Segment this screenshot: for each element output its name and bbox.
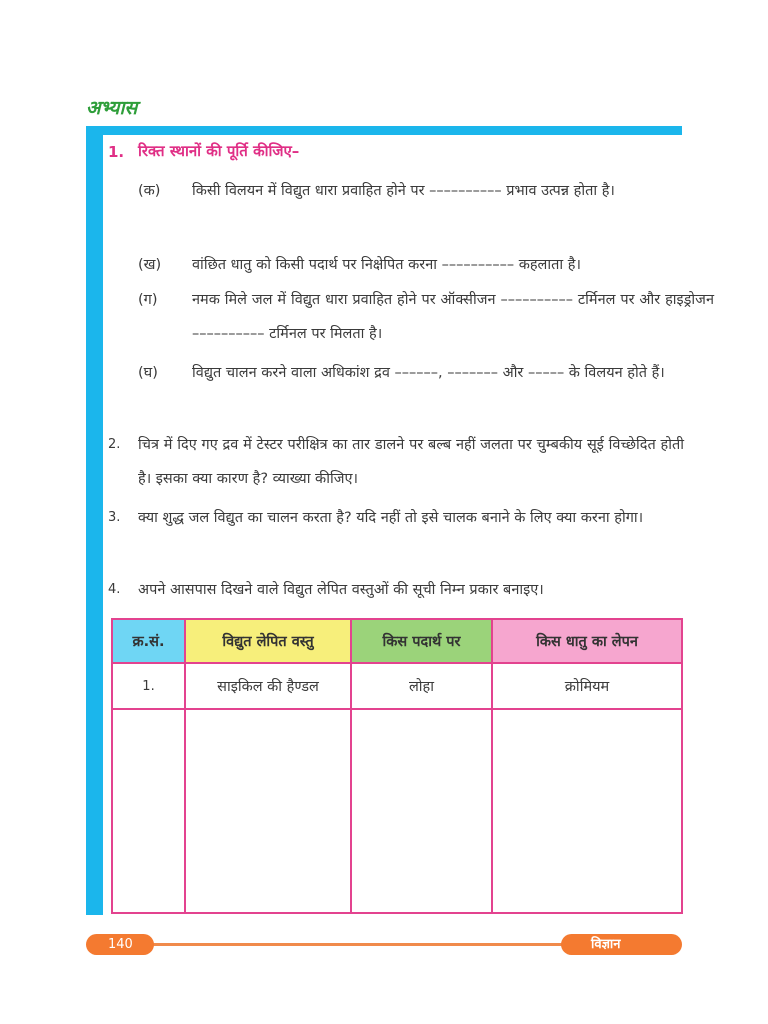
table-cell <box>351 709 492 913</box>
table-cell <box>185 709 351 913</box>
side-accent-bar <box>86 126 103 915</box>
top-accent-bar <box>86 126 682 135</box>
table-cell: 1. <box>112 663 185 709</box>
sub-question-label: (ग) <box>138 292 158 308</box>
table-row <box>112 663 682 709</box>
sub-question-text: किसी विलयन में विद्युत धारा प्रवाहित होने पर –––––––––– प्रभाव उत्पन्न होता है। <box>192 183 615 199</box>
footer-divider <box>140 943 576 946</box>
sub-question-label: (क) <box>138 183 161 199</box>
page-number: 140 <box>86 934 154 955</box>
table-cell <box>492 709 682 913</box>
table-cell: क्रोमियम <box>492 663 682 709</box>
question-number: 2. <box>108 437 121 452</box>
column-header-metal: किस धातु का लेपन <box>492 619 682 663</box>
column-header-object: विद्युत लेपित वस्तु <box>185 619 351 663</box>
sub-question-label: (घ) <box>138 365 158 381</box>
subject-label: विज्ञान <box>561 934 682 955</box>
table-cell: लोहा <box>351 663 492 709</box>
table-cell: साइकिल की हैण्डल <box>185 663 351 709</box>
question-number: 1. <box>108 143 125 161</box>
question-number: 4. <box>108 582 121 597</box>
sub-question-text: नमक मिले जल में विद्युत धारा प्रवाहित होने पर ऑक्सीजन –––––––––– टर्मिनल पर और हाइड्रोजन –––––––––– टर्मिनल पर मिलता है। <box>192 292 714 342</box>
question-text: क्या शुद्ध जल विद्युत का चालन करता है? यदि नहीं तो इसे चालक बनाने के लिए क्या करना होगा। <box>138 510 644 526</box>
table-row <box>112 709 682 913</box>
column-header-material: किस पदार्थ पर <box>351 619 492 663</box>
column-header-serial: क्र.सं. <box>112 619 185 663</box>
sub-question-text: वांछित धातु को किसी पदार्थ पर निक्षेपित करना –––––––––– कहलाता है। <box>192 257 581 273</box>
question-number: 3. <box>108 510 121 525</box>
question-text: चित्र में दिए गए द्रव में टेस्टर परीक्षित्र का तार डालने पर बल्ब नहीं जलता पर चुम्बकीय सूई विच्छेदित होती है। इसका क्या कारण है? व्याख्या कीजिए। <box>138 437 684 487</box>
exercise-heading: अभ्यास <box>86 97 138 119</box>
sub-question-text: विद्युत चालन करने वाला अधिकांश द्रव ––––––, ––––––– और ––––– के विलयन होते हैं। <box>192 365 665 381</box>
sub-question-label: (ख) <box>138 257 162 273</box>
table-header-row <box>112 619 682 663</box>
question-text: अपने आसपास दिखने वाले विद्युत लेपित वस्तुओं की सूची निम्न प्रकार बनाइए। <box>138 582 544 598</box>
table-cell <box>112 709 185 913</box>
electroplating-table <box>111 618 683 914</box>
question-text: रिक्त स्थानों की पूर्ति कीजिए– <box>138 142 300 160</box>
